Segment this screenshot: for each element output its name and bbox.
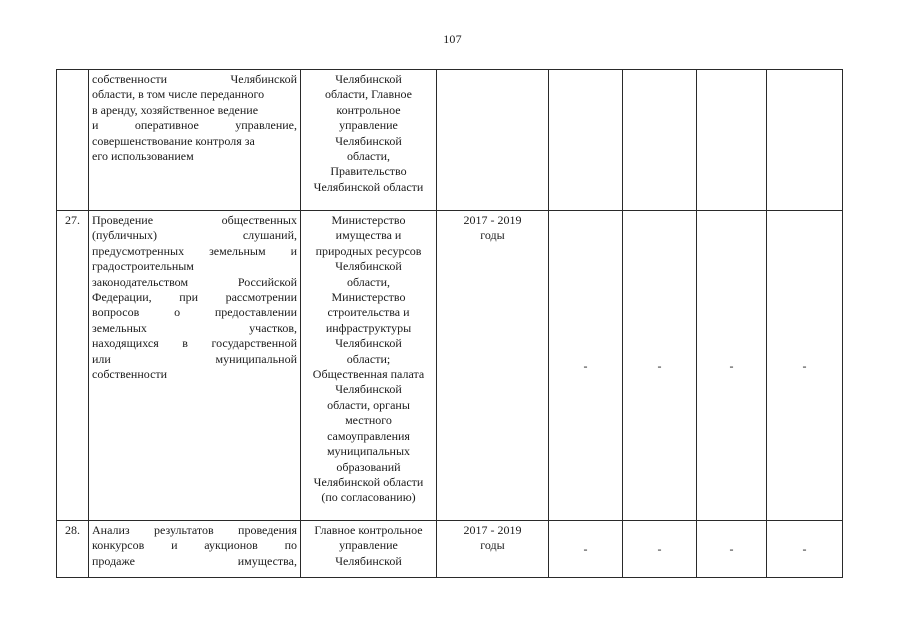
- description-line: земельных участков,: [92, 320, 297, 335]
- executor-line: области, органы: [327, 397, 410, 412]
- executors-cell: [301, 211, 437, 521]
- executor-line: Челябинской области: [313, 474, 424, 489]
- value-cell: -: [549, 521, 623, 578]
- page-number: 107: [443, 32, 462, 46]
- measure-description-cell: [89, 70, 301, 211]
- executor-line: управление: [339, 118, 398, 133]
- description-line: предусмотренных земельным и: [92, 243, 297, 258]
- executor-line: инфраструктуры: [325, 320, 412, 335]
- table-row: [57, 70, 843, 211]
- executor-line: области,: [346, 149, 391, 164]
- value-cell: -: [697, 521, 767, 578]
- description-line: собственности: [92, 367, 168, 382]
- executor-line: Министерство: [331, 213, 406, 227]
- value-cell: [767, 70, 843, 211]
- term-cell: 2017 - 2019 годы: [437, 211, 549, 521]
- executor-line: местного: [345, 413, 392, 428]
- executor-line: образований: [336, 459, 401, 474]
- value-cell: -: [623, 211, 697, 521]
- executor-line: Челябинской: [335, 72, 402, 86]
- description-line: Анализ результатов проведения: [92, 523, 297, 537]
- executor-line: контрольное: [336, 102, 401, 117]
- executor-line: строительства и: [327, 305, 410, 320]
- term-cell: [437, 70, 549, 211]
- executor-line: Правительство: [330, 164, 407, 179]
- value-cell: -: [767, 211, 843, 521]
- measure-description-cell: [89, 211, 301, 521]
- value-cell: [697, 70, 767, 211]
- executor-line: самоуправления: [327, 428, 410, 443]
- description-line: конкурсов и аукционов по: [92, 538, 297, 553]
- executor-line: управление: [339, 538, 398, 553]
- description-line: (публичных) слушаний,: [92, 228, 297, 243]
- term-cell: 2017 - 2019 годы: [437, 521, 549, 578]
- executor-line: Челябинской: [335, 336, 402, 351]
- measure-description-cell: [89, 521, 301, 578]
- executor-line: Челябинской области: [313, 179, 424, 194]
- description-line: и оперативное управление,: [92, 118, 297, 133]
- description-line: Проведение общественных: [92, 213, 297, 227]
- measures-table: [56, 69, 843, 578]
- executor-line: области;: [346, 351, 391, 366]
- executors-cell: [301, 521, 437, 578]
- value-cell: [549, 70, 623, 211]
- row-number-cell: 27.: [57, 211, 89, 521]
- executor-line: Челябинской: [335, 259, 402, 274]
- executor-line: Челябинской: [335, 553, 402, 568]
- executor-line: муниципальных: [326, 444, 411, 459]
- executor-line: Общественная палата: [312, 367, 425, 382]
- table-row: [57, 211, 843, 521]
- executor-line: Главное контрольное: [314, 523, 423, 537]
- executor-line: области, Главное: [324, 87, 413, 102]
- executor-line: Министерство: [331, 290, 406, 305]
- value-cell: [623, 70, 697, 211]
- row-number-cell: 28.: [57, 521, 89, 578]
- description-line: его использованием: [92, 149, 194, 164]
- table-row: [57, 521, 843, 578]
- executor-line: Челябинской: [335, 382, 402, 397]
- description-line: собственности Челябинской: [92, 72, 297, 86]
- value-cell: -: [623, 521, 697, 578]
- description-line: или муниципальной: [92, 351, 297, 366]
- executor-line: природных ресурсов: [315, 243, 422, 258]
- value-cell: -: [767, 521, 843, 578]
- description-line: законодательством Российской: [92, 274, 297, 289]
- value-cell: -: [549, 211, 623, 521]
- description-line: области, в том числе переданного: [92, 87, 265, 102]
- row-number-cell: [57, 70, 89, 211]
- executors-cell: [301, 70, 437, 211]
- description-line: градостроительным: [92, 259, 194, 274]
- executor-line: Челябинской: [335, 133, 402, 148]
- description-line: продаже имущества,: [92, 553, 297, 568]
- description-line: Федерации, при рассмотрении: [92, 290, 297, 305]
- description-line: в аренду, хозяйственное ведение: [92, 102, 259, 117]
- description-line: вопросов о предоставлении: [92, 305, 297, 320]
- executor-line: имущества и: [335, 228, 402, 243]
- executor-line: области,: [346, 274, 391, 289]
- description-line: совершенствование контроля за: [92, 133, 255, 148]
- value-cell: -: [697, 211, 767, 521]
- executor-line: (по согласованию): [321, 490, 416, 505]
- description-line: находящихся в государственной: [92, 336, 297, 351]
